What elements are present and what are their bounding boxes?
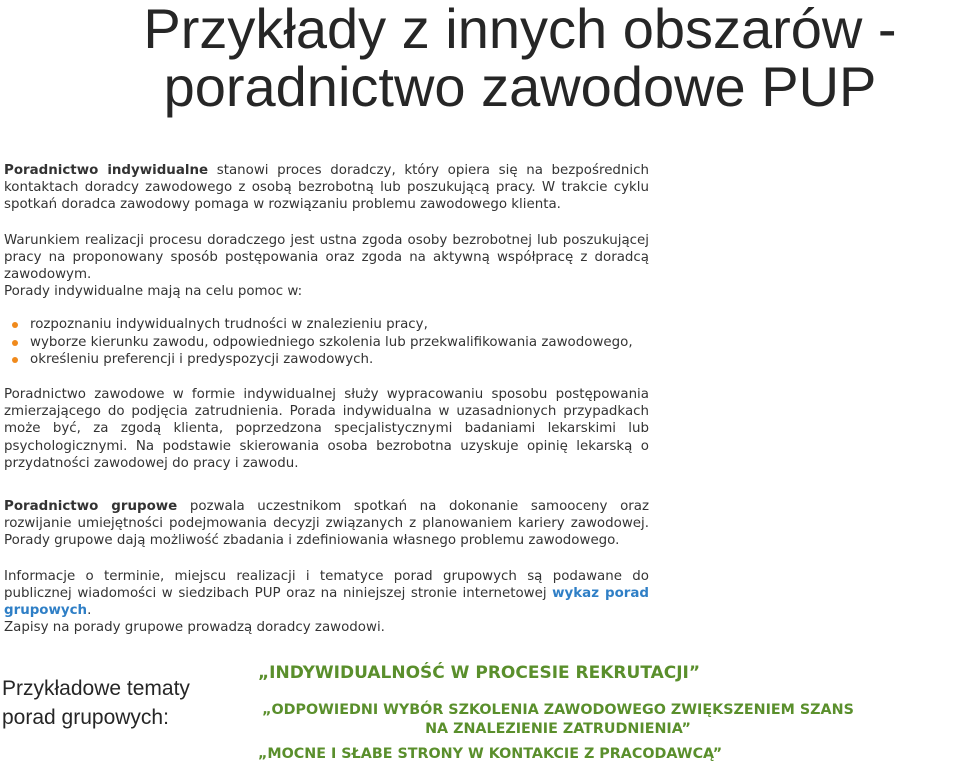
paragraph-text: Zapisy na porady grupowe prowadzą doradcy zawodowi. (4, 620, 385, 636)
paragraph-individual-form (4, 386, 649, 472)
paragraph-text: Porady indywidualne mają na celu pomoc w: (4, 284, 303, 300)
list-item (4, 334, 649, 351)
paragraph-individual-counseling (4, 162, 649, 214)
paragraph-text: Informacje o terminie, miejscu realizacji i tematyce porad grupowych są podawane do publicznej wiadomości w siedzibach PUP oraz na niniejszej stronie internetowej (4, 568, 649, 601)
paragraph-text: stanowi proces doradczy, który opiera się na bezpośrednich kontaktach doradcy zawodowego z osobą bezrobotną lub poszukującą pracy. W trakcie cyklu spotkań doradca zawodowy pomaga w rozwiązaniu problemu zawodowego klienta. (4, 163, 649, 213)
paragraph-enrollment (4, 619, 649, 636)
list-item-text: określeniu preferencji i predyspozycji zawodowych. (30, 351, 374, 367)
list-item (4, 351, 649, 368)
paragraph-group-info (4, 568, 649, 620)
paragraph-goals-intro (4, 283, 649, 300)
examples-label: Przykładowe tematy porad grupowych: (2, 677, 190, 729)
paragraph-group-counseling (4, 498, 649, 550)
slide-title-line-2: poradnictwo zawodowe PUP (163, 55, 877, 118)
paragraph-bold-lead: Poradnictwo grupowe (4, 499, 178, 515)
bullet-icon (12, 357, 18, 363)
slide-title (0, 0, 960, 116)
group-sessions-link[interactable]: wykaz porad grupowych (4, 585, 650, 619)
paragraph-conditions (4, 232, 649, 284)
topic-1: „INDYWIDUALNOŚĆ W PROCESIE REKRUTACJI” (258, 663, 701, 683)
list-item (4, 316, 649, 333)
goals-list (4, 316, 649, 368)
slide-title-line-1: Przykłady z innych obszarów - (143, 0, 897, 60)
embedded-document (4, 162, 649, 636)
list-item-text: wyborze kierunku zawodu, odpowiedniego szkolenia lub przekwalifikowania zawodowego, (30, 334, 633, 350)
list-item-text: rozpoznaniu indywidualnych trudności w znalezieniu pracy, (30, 317, 428, 333)
bullet-icon (12, 340, 18, 346)
topic-2: „ODPOWIEDNI WYBÓR SZKOLENIA ZAWODOWEGO ZWIĘKSZENIEM SZANS NA ZNALEZIENIE ZATRUDNIENIA” (262, 702, 854, 737)
topic-3: „MOCNE I SŁABE STRONY W KONTAKCIE Z PRACODAWCĄ” (258, 746, 723, 762)
paragraph-text: Warunkiem realizacji procesu doradczego jest ustna zgoda osoby bezrobotnej lub poszukującej pracy na proponowany sposób postępowania oraz zgoda na aktywną współpracę z doradcą zawodowym. (4, 232, 649, 283)
bullet-icon (12, 322, 18, 328)
paragraph-text-end: . (87, 603, 92, 619)
paragraph-text: Poradnictwo zawodowe w formie indywidualnej służy wypracowaniu sposobu postępowania zmierzającego do podjęcia zatrudnienia. Porada indywidualna w uzasadnionych przypadkach może być, za zgodą klienta, poprzedzona specjalistycznymi badaniami lekarskimi lub psychologicznymi. Na podstawie skierowania osoba bezrobotna uzyskuje opinię lekarską o przydatności zawodowej do pracy i zawodu. (4, 387, 649, 471)
paragraph-text: pozwala uczestnikom spotkań na dokonanie samooceny oraz rozwijanie umiejętności podejmowania decyzji związanych z planowaniem kariery zawodowej. Porady grupowe dają możliwość zbadania i zdefiniowania własnego problemu zawodowego. (4, 499, 649, 549)
paragraph-bold-lead: Poradnictwo indywidualne (4, 163, 209, 178)
